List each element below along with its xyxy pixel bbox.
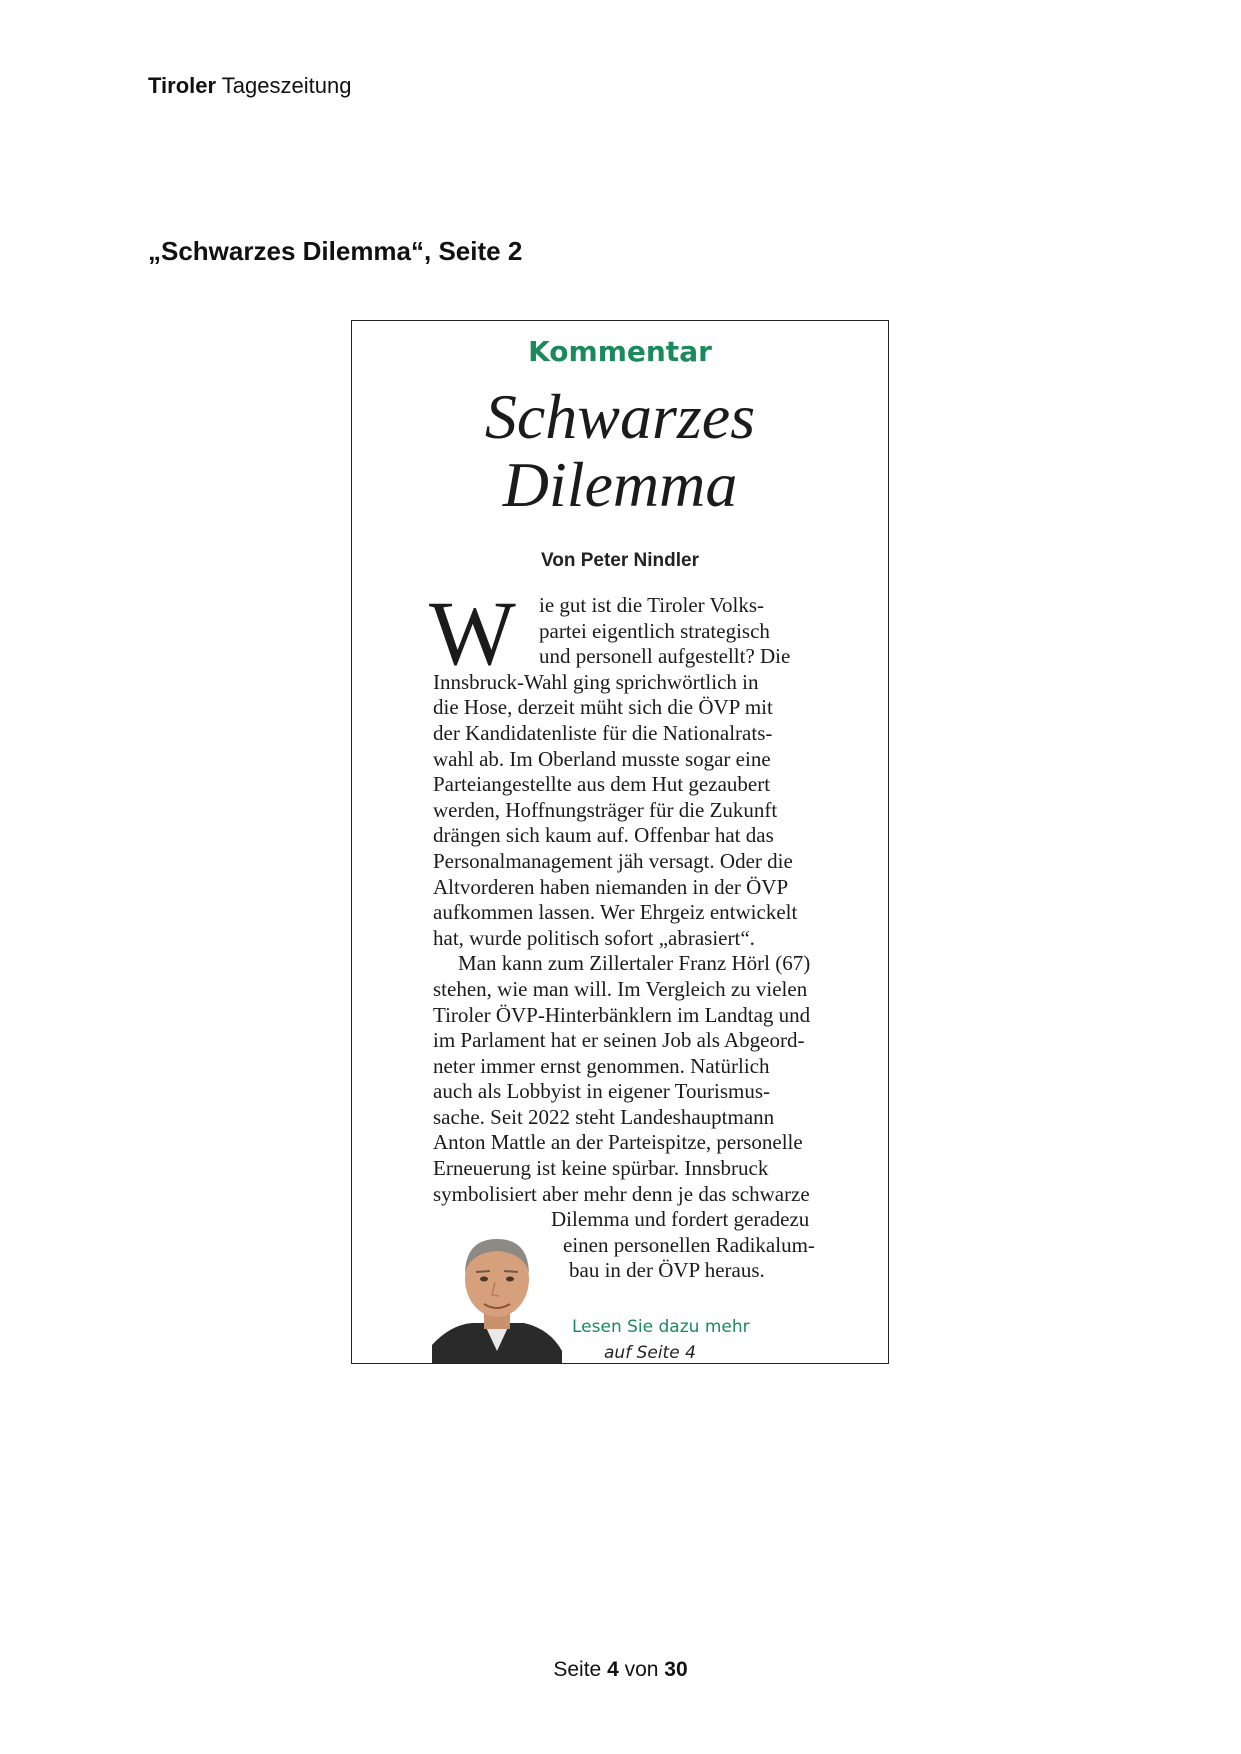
body-line: ie gut ist die Tiroler Volks- — [539, 593, 765, 617]
body-line: stehen, wie man will. Im Vergleich zu vielen — [433, 976, 808, 1001]
article-headline — [352, 383, 888, 519]
body-line: Dilemma und fordert geradezu — [551, 1207, 810, 1232]
headline-line-2: Dilemma — [502, 449, 738, 520]
article-byline: Von Peter Nindler — [540, 550, 699, 571]
body-line: neter immer ernst genommen. Natürlich — [433, 1053, 770, 1078]
body-line: bau in der ÖVP heraus. — [569, 1258, 765, 1283]
body-line: im Parlament hat er seinen Job als Abgeord- — [433, 1028, 805, 1053]
brand-name-bold: Tiroler — [148, 73, 217, 98]
clipping-title: „Schwarzes Dilemma“, Seite 2 — [148, 236, 523, 266]
article-body — [429, 582, 873, 1284]
author-portrait — [432, 1227, 562, 1364]
body-line: sache. Seit 2022 steht Landeshauptmann — [433, 1104, 775, 1129]
body-line: partei eigentlich strategisch — [539, 618, 770, 643]
article-kicker: Kommentar — [528, 335, 712, 368]
body-line: Man kann zum Zillertaler Franz Hörl (67) — [458, 951, 811, 976]
body-line: Tiroler ÖVP-Hinterbänklern im Landtag und — [433, 1002, 811, 1027]
body-line: wahl ab. Im Oberland musste sogar eine — [433, 746, 771, 771]
body-line: Innsbruck-Wahl ging sprichwörtlich in — [433, 669, 759, 694]
article-clipping — [351, 320, 889, 1364]
body-line: hat, wurde politisch sofort „abrasiert“. — [433, 925, 755, 950]
body-line: symbolisiert aber mehr denn je das schwarze — [433, 1181, 810, 1206]
body-line: Altvorderen haben niemanden in der ÖVP — [433, 874, 789, 899]
headline-line-1: Schwarzes — [484, 381, 756, 452]
footer-prefix: Seite — [553, 1658, 602, 1681]
read-more-text: Lesen Sie dazu mehr — [572, 1317, 750, 1337]
body-line: drängen sich kaum auf. Offenbar hat das — [433, 823, 774, 848]
body-line: Erneuerung ist keine spürbar. Innsbruck — [433, 1156, 769, 1181]
brand-name-rest: Tageszeitung — [221, 73, 352, 98]
body-line: und personell aufgestellt? Die — [539, 644, 791, 669]
body-line: auch als Lobbyist in eigener Tourismus- — [433, 1079, 770, 1104]
read-more-page: auf Seite 4 — [604, 1343, 696, 1363]
drop-cap: W — [429, 582, 516, 684]
body-line: die Hose, derzeit müht sich die ÖVP mit — [433, 695, 773, 720]
footer-page-number: 4 — [607, 1658, 619, 1681]
body-line: aufkommen lassen. Wer Ehrgeiz entwickelt — [433, 900, 798, 925]
publication-header — [148, 73, 351, 99]
body-line: der Kandidatenliste für die Nationalrats- — [433, 720, 773, 745]
body-line: einen personellen Radikalum- — [563, 1232, 815, 1257]
page-footer — [0, 1658, 1241, 1682]
body-line: werden, Hoffnungsträger für die Zukunft — [433, 797, 778, 822]
footer-page-total: 30 — [664, 1658, 688, 1681]
footer-mid: von — [624, 1658, 659, 1681]
body-line: Personalmanagement jäh versagt. Oder die — [433, 848, 793, 873]
body-line: Parteiangestellte aus dem Hut gezaubert — [433, 772, 771, 797]
body-line: Anton Mattle an der Parteispitze, personelle — [433, 1130, 803, 1155]
